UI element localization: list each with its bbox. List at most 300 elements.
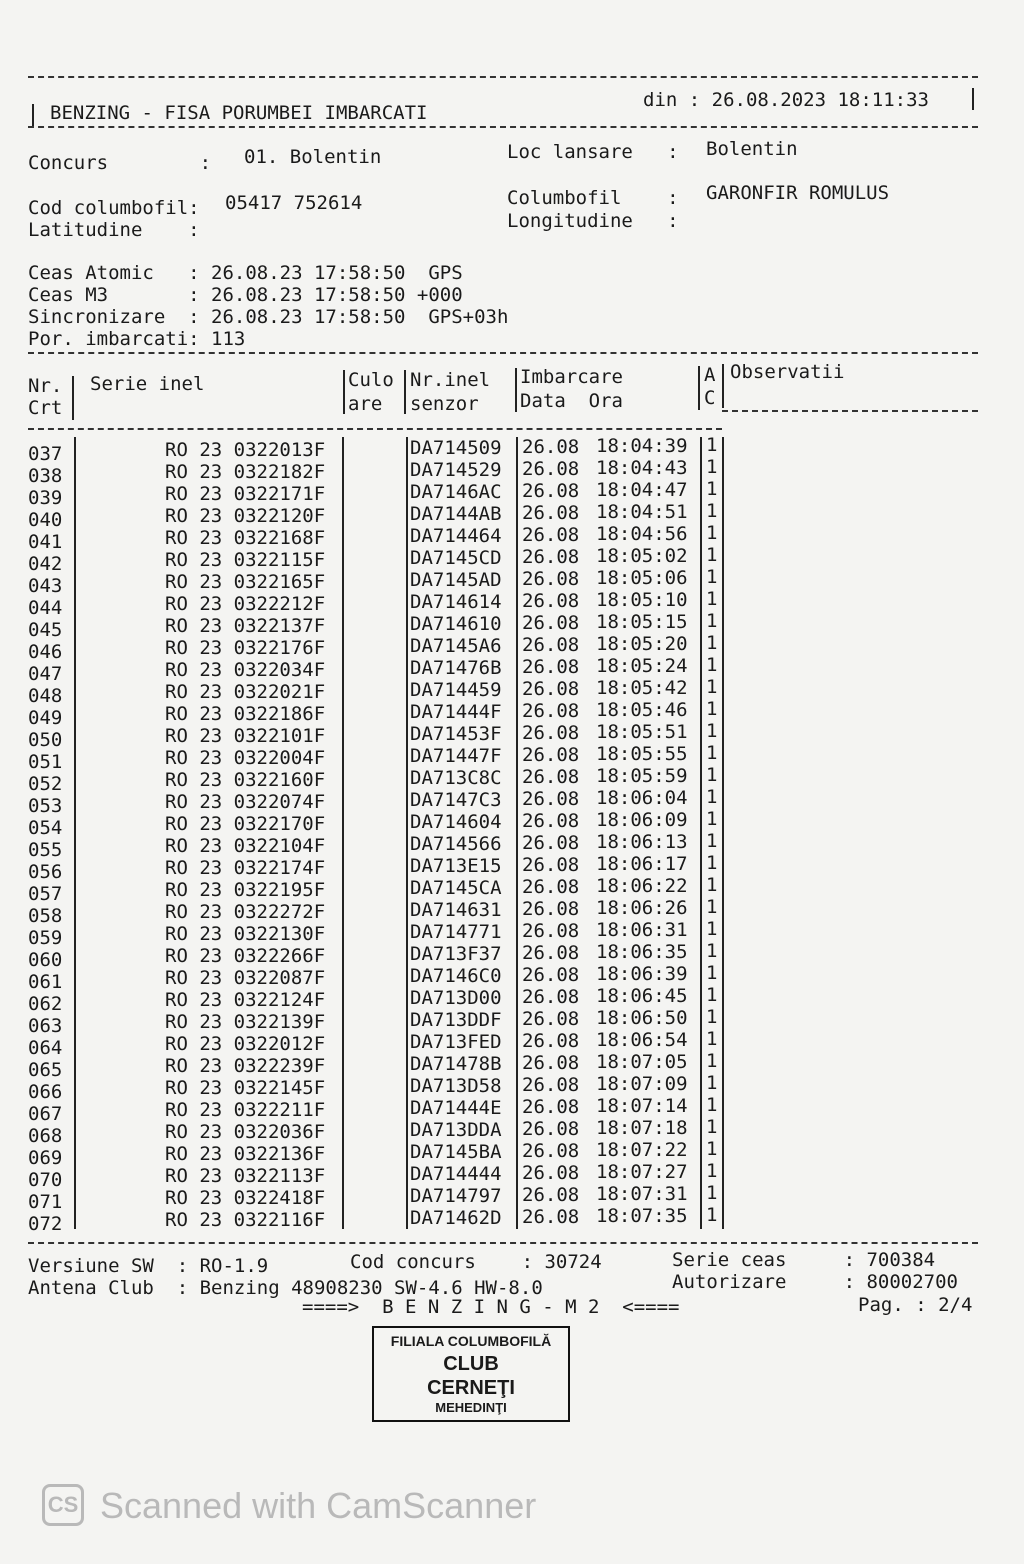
row-nr: 049 (28, 707, 63, 729)
col-header-crt: Crt (28, 397, 63, 419)
row-divider (342, 591, 344, 613)
row-divider (722, 613, 724, 635)
row-nr: 067 (28, 1103, 63, 1125)
row-serie: RO 23 0322012F (165, 1033, 326, 1055)
row-serie: RO 23 0322013F (165, 439, 326, 461)
row-divider (342, 921, 344, 943)
concurs-value: 01. Bolentin (244, 146, 382, 168)
row-serie: RO 23 0322074F (165, 791, 326, 813)
row-divider (74, 855, 76, 877)
row-ac: 1 (706, 720, 718, 742)
row-senzor: DA714614 (410, 591, 502, 613)
row-divider (516, 1119, 518, 1141)
table-row (0, 896, 1024, 927)
row-divider (342, 701, 344, 723)
table-header-right-divider (722, 410, 978, 412)
row-divider (74, 987, 76, 1009)
row-ac: 1 (706, 918, 718, 940)
row-ac: 1 (706, 1138, 718, 1160)
row-ac: 1 (706, 896, 718, 918)
row-divider (516, 789, 518, 811)
row-senzor: DA713F37 (410, 943, 502, 965)
row-divider (74, 1163, 76, 1185)
row-divider (700, 1141, 702, 1163)
row-divider (722, 723, 724, 745)
row-ac: 1 (706, 808, 718, 830)
row-divider (722, 1141, 724, 1163)
row-divider (700, 1053, 702, 1075)
row-divider (722, 811, 724, 833)
row-ora: 18:06:13 (596, 831, 688, 853)
col-divider (698, 366, 700, 410)
row-divider (516, 811, 518, 833)
row-ora: 18:04:43 (596, 457, 688, 479)
row-senzor: DA714566 (410, 833, 502, 855)
row-serie: RO 23 0322104F (165, 835, 326, 857)
row-senzor: DA713FED (410, 1031, 502, 1053)
col-header-a: A (704, 364, 716, 386)
row-senzor: DA7145BA (410, 1141, 502, 1163)
ceas-m3: Ceas M3 : 26.08.23 17:58:50 +000 (28, 284, 463, 306)
row-divider (516, 1207, 518, 1229)
row-divider (406, 943, 408, 965)
row-senzor: DA71444E (410, 1097, 502, 1119)
row-ac: 1 (706, 478, 718, 500)
row-divider (342, 965, 344, 987)
row-divider (74, 723, 76, 745)
row-data: 26.08 (522, 744, 580, 766)
row-divider (700, 1009, 702, 1031)
row-ora: 18:04:47 (596, 479, 688, 501)
row-divider (342, 987, 344, 1009)
page-number: Pag. : 2/4 (858, 1294, 973, 1316)
row-senzor: DA7146C0 (410, 965, 502, 987)
row-divider (74, 1031, 76, 1053)
columbofil-label: Columbofil : (507, 187, 679, 209)
row-divider (406, 811, 408, 833)
row-senzor: DA714464 (410, 525, 502, 547)
row-ora: 18:06:22 (596, 875, 688, 897)
row-divider (74, 591, 76, 613)
row-data: 26.08 (522, 568, 580, 590)
header-top-divider (28, 76, 978, 78)
row-data: 26.08 (522, 590, 580, 612)
row-divider (406, 1207, 408, 1229)
row-divider (406, 613, 408, 635)
row-divider (700, 547, 702, 569)
row-divider (700, 811, 702, 833)
row-divider (74, 481, 76, 503)
row-ora: 18:04:51 (596, 501, 688, 523)
club-stamp (372, 1326, 570, 1422)
row-ac: 1 (706, 1072, 718, 1094)
row-senzor: DA713DDF (410, 1009, 502, 1031)
row-divider (700, 1119, 702, 1141)
row-data: 26.08 (522, 458, 580, 480)
row-serie: RO 23 0322130F (165, 923, 326, 945)
row-senzor: DA7145CD (410, 547, 502, 569)
row-divider (74, 503, 76, 525)
row-nr: 041 (28, 531, 63, 553)
row-ora: 18:05:51 (596, 721, 688, 743)
row-divider (342, 833, 344, 855)
row-divider (406, 525, 408, 547)
row-divider (722, 745, 724, 767)
row-data: 26.08 (522, 876, 580, 898)
row-divider (406, 767, 408, 789)
cod-concurs: Cod concurs : 30724 (350, 1251, 602, 1273)
row-nr: 043 (28, 575, 63, 597)
row-data: 26.08 (522, 1008, 580, 1030)
row-nr: 058 (28, 905, 63, 927)
row-serie: RO 23 0322137F (165, 615, 326, 637)
table-row (0, 1182, 1024, 1213)
row-ora: 18:07:31 (596, 1183, 688, 1205)
row-divider (342, 1031, 344, 1053)
row-senzor: DA714771 (410, 921, 502, 943)
row-serie: RO 23 0322036F (165, 1121, 326, 1143)
col-header-observatii: Observatii (730, 361, 845, 383)
row-divider (74, 1097, 76, 1119)
row-senzor: DA714444 (410, 1163, 502, 1185)
row-nr: 064 (28, 1037, 63, 1059)
row-data: 26.08 (522, 480, 580, 502)
row-divider (722, 481, 724, 503)
col-header-culoare: Culo (348, 369, 394, 391)
row-nr: 069 (28, 1147, 63, 1169)
row-data: 26.08 (522, 964, 580, 986)
row-serie: RO 23 0322239F (165, 1055, 326, 1077)
row-divider (406, 547, 408, 569)
row-data: 26.08 (522, 1206, 580, 1228)
row-divider (74, 613, 76, 635)
table-row (0, 786, 1024, 817)
col-divider (404, 370, 406, 414)
row-divider (722, 965, 724, 987)
row-serie: RO 23 0322176F (165, 637, 326, 659)
row-ac: 1 (706, 500, 718, 522)
row-data: 26.08 (522, 766, 580, 788)
row-data: 26.08 (522, 436, 580, 458)
row-serie: RO 23 0322021F (165, 681, 326, 703)
row-senzor: DA71478B (410, 1053, 502, 1075)
row-senzor: DA713C8C (410, 767, 502, 789)
row-serie: RO 23 0322212F (165, 593, 326, 615)
row-ora: 18:07:27 (596, 1161, 688, 1183)
row-serie: RO 23 0322004F (165, 747, 326, 769)
table-row (0, 1204, 1024, 1235)
row-senzor: DA714459 (410, 679, 502, 701)
row-data: 26.08 (522, 700, 580, 722)
table-row (0, 654, 1024, 685)
row-serie: RO 23 0322186F (165, 703, 326, 725)
row-nr: 040 (28, 509, 63, 531)
col-divider (72, 376, 74, 420)
table-row (0, 852, 1024, 883)
row-ora: 18:05:55 (596, 743, 688, 765)
row-ac: 1 (706, 434, 718, 456)
header-left-bar (32, 104, 34, 126)
row-divider (342, 437, 344, 459)
row-divider (342, 525, 344, 547)
row-senzor: DA71462D (410, 1207, 502, 1229)
row-ac: 1 (706, 1006, 718, 1028)
antena-club: Antena Club : Benzing 48908230 SW-4.6 HW-8.0 (28, 1277, 543, 1299)
row-divider (700, 613, 702, 635)
row-data: 26.08 (522, 546, 580, 568)
row-divider (516, 1097, 518, 1119)
row-divider (516, 481, 518, 503)
table-row (0, 610, 1024, 641)
row-nr: 054 (28, 817, 63, 839)
row-ac: 1 (706, 632, 718, 654)
row-data: 26.08 (522, 678, 580, 700)
row-senzor: DA71476B (410, 657, 502, 679)
table-row (0, 698, 1024, 729)
row-divider (700, 833, 702, 855)
row-divider (700, 679, 702, 701)
row-divider (516, 525, 518, 547)
row-divider (342, 481, 344, 503)
row-divider (700, 1097, 702, 1119)
row-serie: RO 23 0322101F (165, 725, 326, 747)
row-senzor: DA7146AC (410, 481, 502, 503)
row-divider (406, 459, 408, 481)
row-senzor: DA714610 (410, 613, 502, 635)
row-data: 26.08 (522, 986, 580, 1008)
row-divider (722, 547, 724, 569)
row-ac: 1 (706, 1094, 718, 1116)
table-row (0, 984, 1024, 1015)
table-row (0, 1116, 1024, 1147)
row-divider (516, 943, 518, 965)
row-divider (700, 481, 702, 503)
row-nr: 048 (28, 685, 63, 707)
row-data: 26.08 (522, 722, 580, 744)
row-divider (342, 569, 344, 591)
row-divider (516, 987, 518, 1009)
col-header-serie: Serie inel (90, 373, 205, 395)
row-serie: RO 23 0322139F (165, 1011, 326, 1033)
row-divider (700, 1207, 702, 1229)
row-serie: RO 23 0322120F (165, 505, 326, 527)
row-senzor: DA713E15 (410, 855, 502, 877)
row-ora: 18:07:22 (596, 1139, 688, 1161)
table-row (0, 566, 1024, 597)
table-row (0, 434, 1024, 465)
row-divider (722, 701, 724, 723)
row-divider (722, 657, 724, 679)
row-data: 26.08 (522, 898, 580, 920)
row-divider (700, 635, 702, 657)
col-header-imbarcare: Imbarcare (520, 366, 623, 388)
row-ora: 18:05:20 (596, 633, 688, 655)
row-divider (516, 1009, 518, 1031)
col-header-senzor: senzor (410, 393, 479, 415)
row-ac: 1 (706, 940, 718, 962)
row-divider (516, 503, 518, 525)
row-divider (722, 635, 724, 657)
serie-ceas: Serie ceas : 700384 (672, 1249, 936, 1271)
row-divider (722, 833, 724, 855)
row-ora: 18:07:09 (596, 1073, 688, 1095)
row-divider (74, 899, 76, 921)
row-serie: RO 23 0322145F (165, 1077, 326, 1099)
row-divider (74, 1119, 76, 1141)
row-serie: RO 23 0322124F (165, 989, 326, 1011)
ceas-atomic: Ceas Atomic : 26.08.23 17:58:50 GPS (28, 262, 463, 284)
table-row (0, 874, 1024, 905)
row-divider (516, 613, 518, 635)
row-divider (342, 1207, 344, 1229)
row-serie: RO 23 0322170F (165, 813, 326, 835)
row-senzor: DA7147C3 (410, 789, 502, 811)
row-ora: 18:06:31 (596, 919, 688, 941)
row-divider (74, 921, 76, 943)
row-divider (700, 789, 702, 811)
col-header-nrinel: Nr.inel (410, 369, 491, 391)
row-ac: 1 (706, 1160, 718, 1182)
col-header-nr: Nr. (28, 375, 63, 397)
autorizare: Autorizare : 80002700 (672, 1271, 958, 1293)
row-ac: 1 (706, 522, 718, 544)
row-divider (342, 547, 344, 569)
document-title: BENZING - FISA PORUMBEI IMBARCATI (50, 102, 428, 124)
row-divider (74, 833, 76, 855)
row-divider (342, 1163, 344, 1185)
row-ora: 18:07:18 (596, 1117, 688, 1139)
row-serie: RO 23 0322171F (165, 483, 326, 505)
row-ora: 18:06:26 (596, 897, 688, 919)
row-divider (406, 877, 408, 899)
sincronizare: Sincronizare : 26.08.23 17:58:50 GPS+03h (28, 306, 509, 328)
row-serie: RO 23 0322115F (165, 549, 326, 571)
col-divider (515, 368, 517, 412)
row-serie: RO 23 0322113F (165, 1165, 326, 1187)
row-divider (516, 569, 518, 591)
row-divider (516, 833, 518, 855)
row-senzor: DA7145AD (410, 569, 502, 591)
row-divider (700, 723, 702, 745)
row-divider (516, 745, 518, 767)
row-divider (74, 437, 76, 459)
camscanner-logo-icon: CS (42, 1484, 84, 1526)
row-divider (700, 745, 702, 767)
row-divider (700, 987, 702, 1009)
row-senzor: DA714797 (410, 1185, 502, 1207)
row-divider (516, 1075, 518, 1097)
row-ac: 1 (706, 1028, 718, 1050)
row-data: 26.08 (522, 1184, 580, 1206)
row-divider (406, 503, 408, 525)
row-nr: 057 (28, 883, 63, 905)
loc-lansare-value: Bolentin (706, 138, 798, 160)
row-ac: 1 (706, 654, 718, 676)
row-nr: 068 (28, 1125, 63, 1147)
row-divider (406, 657, 408, 679)
row-divider (722, 1053, 724, 1075)
row-divider (700, 899, 702, 921)
concurs-label: Concurs : (28, 152, 212, 174)
table-header-bottom-divider (28, 428, 722, 430)
row-divider (342, 899, 344, 921)
row-divider (722, 1207, 724, 1229)
row-divider (700, 943, 702, 965)
row-divider (516, 1053, 518, 1075)
row-data: 26.08 (522, 854, 580, 876)
row-divider (406, 745, 408, 767)
row-ac: 1 (706, 874, 718, 896)
table-row (0, 478, 1024, 509)
row-divider (700, 1031, 702, 1053)
row-data: 26.08 (522, 1162, 580, 1184)
row-ac: 1 (706, 698, 718, 720)
row-nr: 042 (28, 553, 63, 575)
row-divider (342, 503, 344, 525)
row-nr: 053 (28, 795, 63, 817)
row-divider (74, 1207, 76, 1229)
row-divider (342, 459, 344, 481)
row-ora: 18:05:42 (596, 677, 688, 699)
row-serie: RO 23 0322034F (165, 659, 326, 681)
row-serie: RO 23 0322136F (165, 1143, 326, 1165)
row-nr: 050 (28, 729, 63, 751)
longitudine-label: Longitudine : (507, 210, 679, 232)
row-senzor: DA7145A6 (410, 635, 502, 657)
col-header-data-ora: Data Ora (520, 390, 623, 412)
row-nr: 046 (28, 641, 63, 663)
table-row (0, 720, 1024, 751)
row-data: 26.08 (522, 1052, 580, 1074)
row-ora: 18:05:46 (596, 699, 688, 721)
row-data: 26.08 (522, 788, 580, 810)
row-divider (700, 877, 702, 899)
row-divider (342, 943, 344, 965)
row-data: 26.08 (522, 524, 580, 546)
row-divider (516, 459, 518, 481)
row-ora: 18:06:45 (596, 985, 688, 1007)
row-divider (516, 855, 518, 877)
row-divider (74, 1185, 76, 1207)
table-row (0, 522, 1024, 553)
row-divider (74, 635, 76, 657)
row-divider (516, 437, 518, 459)
row-senzor: DA714529 (410, 459, 502, 481)
col-header-c: C (704, 387, 716, 409)
row-data: 26.08 (522, 1140, 580, 1162)
table-row (0, 1050, 1024, 1081)
row-divider (74, 547, 76, 569)
row-divider (722, 459, 724, 481)
row-divider (700, 921, 702, 943)
row-divider (342, 1185, 344, 1207)
row-ac: 1 (706, 852, 718, 874)
row-data: 26.08 (522, 634, 580, 656)
table-row (0, 676, 1024, 707)
row-ora: 18:07:05 (596, 1051, 688, 1073)
row-divider (406, 855, 408, 877)
table-row (0, 1072, 1024, 1103)
row-nr: 056 (28, 861, 63, 883)
col-divider (722, 364, 724, 408)
row-serie: RO 23 0322174F (165, 857, 326, 879)
table-row (0, 742, 1024, 773)
row-nr: 062 (28, 993, 63, 1015)
row-divider (342, 613, 344, 635)
row-divider (74, 679, 76, 701)
row-divider (516, 921, 518, 943)
row-divider (74, 767, 76, 789)
